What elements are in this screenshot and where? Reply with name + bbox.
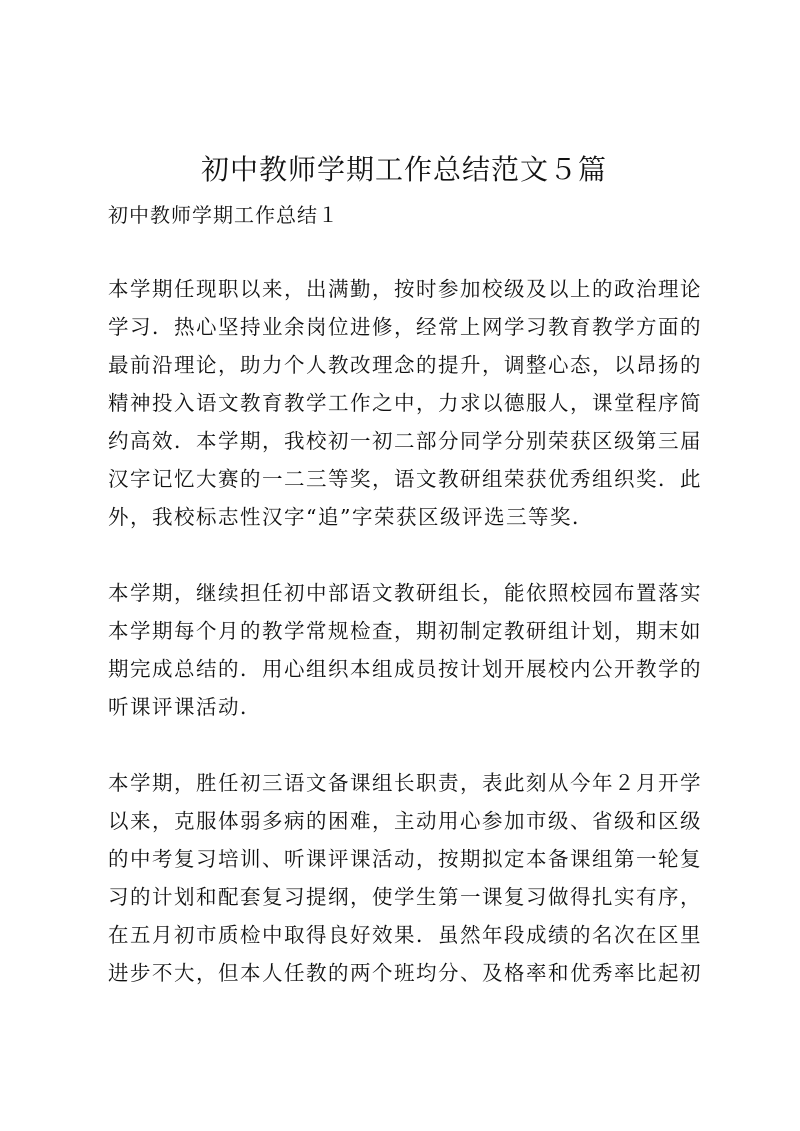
paragraph-line: 本学期任现职以来，出满勤，按时参加校级及以上的政治理论: [108, 277, 702, 301]
paragraph-line: 汉字记忆大赛的一二三等奖，语文教研组荣获优秀组织奖．此: [108, 467, 702, 491]
paragraph-line: 精神投入语文教育教学工作之中，力求以德服人，课堂程序简: [108, 391, 702, 415]
paragraph-line: 进步不大，但本人任教的两个班均分、及格率和优秀率比起初: [108, 961, 702, 985]
paragraph-line: 以来，克服体弱多病的困难，主动用心参加市级、省级和区级: [108, 809, 702, 833]
paragraph-line: 在五月初市质检中取得良好效果．虽然年段成绩的名次在区里: [108, 923, 702, 947]
paragraph-line: 习的计划和配套复习提纲，使学生第一课复习做得扎实有序，: [108, 885, 702, 909]
paragraph-line: 外，我校标志性汉字“追”字荣获区级评选三等奖．: [108, 505, 594, 529]
paragraph-line: 本学期，继续担任初中部语文教研组长，能依照校园布置落实: [108, 581, 702, 605]
paragraph-line: 本学期每个月的教学常规检查，期初制定教研组计划，期末如: [108, 619, 702, 643]
document-page: [108, 150, 700, 1030]
paragraph-line: 听课评课活动．: [108, 695, 262, 719]
paragraph-line: 学习．热心坚持业余岗位进修，经常上网学习教育教学方面的: [108, 315, 702, 339]
paragraph-1: [108, 270, 700, 536]
paragraph-line: 最前沿理论，助力个人教改理念的提升，调整心态，以昂扬的: [108, 353, 702, 377]
paragraph-3: [108, 764, 700, 992]
section-heading: 初中教师学期工作总结１: [108, 203, 339, 227]
document-title: 初中教师学期工作总结范文５篇: [200, 153, 607, 186]
paragraph-line: 的中考复习培训、听课评课活动，按期拟定本备课组第一轮复: [108, 847, 702, 871]
paragraph-line: 本学期，胜任初三语文备课组长职责，表此刻从今年２月开学: [108, 771, 702, 795]
paragraph-2: [108, 574, 700, 726]
paragraph-line: 约高效．本学期，我校初一初二部分同学分别荣获区级第三届: [108, 429, 702, 453]
paragraph-line: 期完成总结的．用心组织本组成员按计划开展校内公开教学的: [108, 657, 702, 681]
